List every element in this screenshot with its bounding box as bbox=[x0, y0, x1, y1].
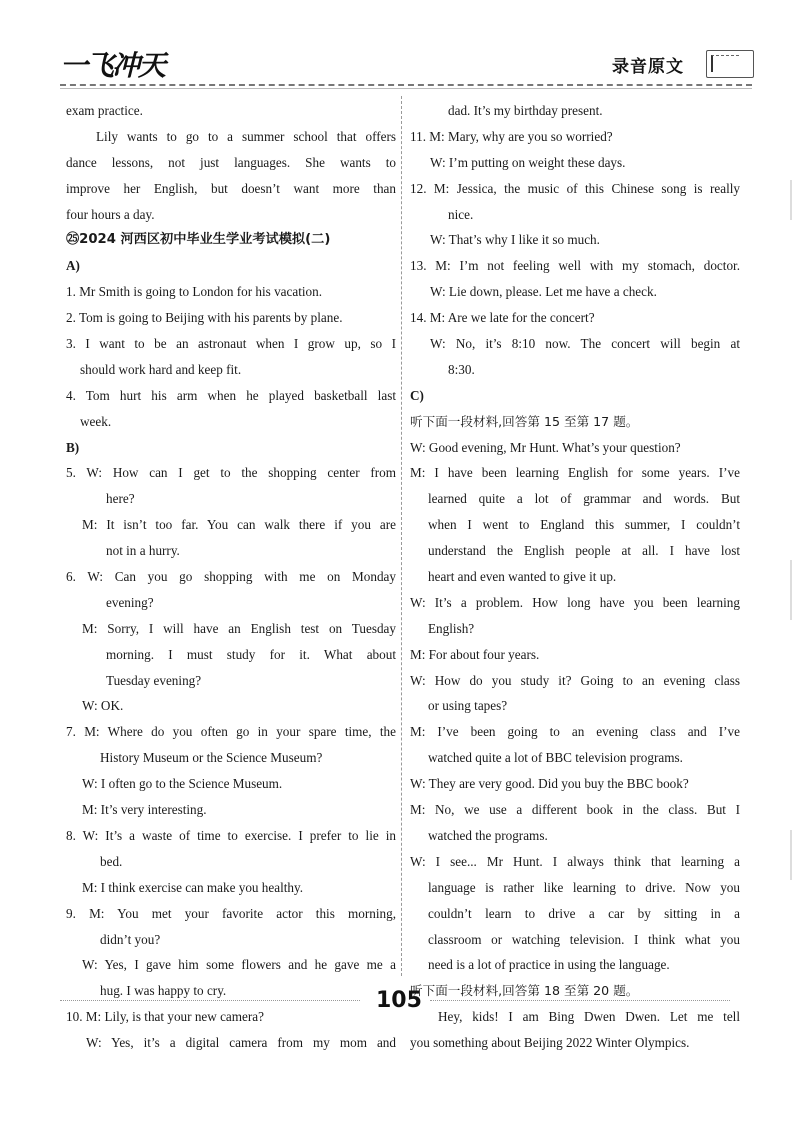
footer-rule-left bbox=[60, 1000, 360, 1001]
text-line: week. bbox=[80, 413, 112, 429]
text-line: 听下面一段材料,回答第 15 至第 17 题。 bbox=[410, 413, 639, 429]
text-line: should work hard and keep fit. bbox=[80, 361, 242, 377]
scan-artifact bbox=[790, 180, 792, 220]
text-line: W: I’m putting on weight these days. bbox=[430, 154, 626, 170]
text-line: bed. bbox=[100, 853, 123, 869]
scan-artifact bbox=[790, 560, 792, 620]
text-line: 2. Tom is going to Beijing with his parents by plane. bbox=[66, 310, 343, 326]
header-decoration bbox=[706, 50, 754, 78]
text-line: English? bbox=[428, 620, 475, 636]
text-line: M: I have been learning English for some years. I’ve bbox=[410, 465, 740, 481]
text-line: 12. M: Jessica, the music of this Chinese song is really bbox=[410, 180, 740, 196]
text-line: Hey, kids! I am Bing Dwen Dwen. Let me tell bbox=[438, 1009, 740, 1025]
text-line: W: Yes, I gave him some flowers and he gave me a bbox=[82, 957, 396, 973]
section-label: B) bbox=[66, 439, 80, 455]
text-line: 14. M: Are we late for the concert? bbox=[410, 310, 595, 326]
text-line: W: I often go to the Science Museum. bbox=[82, 776, 283, 792]
text-line: watched quite a lot of BBC television programs. bbox=[428, 750, 683, 766]
text-line: four hours a day. bbox=[66, 206, 155, 222]
text-line: couldn’t learn to drive a car by sitting in a bbox=[428, 905, 740, 921]
text-line: 11. M: Mary, why are you so worried? bbox=[410, 128, 613, 144]
text-line: didn’t you? bbox=[100, 931, 161, 947]
text-line: 6. W: Can you go shopping with me on Monday bbox=[66, 569, 396, 585]
right-column bbox=[410, 98, 740, 1056]
text-line: W: They are very good. Did you buy the BBC book? bbox=[410, 776, 689, 792]
text-line: M: It’s very interesting. bbox=[82, 802, 207, 818]
text-line: nice. bbox=[448, 206, 474, 222]
text-line: W: Yes, it’s a digital camera from my mom and bbox=[86, 1035, 396, 1051]
header-rule-thin bbox=[60, 88, 752, 89]
text-line: language is rather like learning to drive. Now you bbox=[428, 879, 740, 895]
text-line: hug. I was happy to cry. bbox=[100, 983, 227, 999]
text-line: improve her English, but doesn’t want more than bbox=[66, 180, 396, 196]
text-line: or using tapes? bbox=[428, 698, 508, 714]
text-line: 8. W: It’s a waste of time to exercise. I prefer to lie in bbox=[66, 827, 396, 843]
section-label: C) bbox=[410, 387, 424, 403]
text-line: here? bbox=[106, 491, 135, 507]
text-line: 9. M: You met your favorite actor this morning, bbox=[66, 905, 396, 921]
text-line: W: I see... Mr Hunt. I always think that learning a bbox=[410, 853, 740, 869]
text-line: not in a hurry. bbox=[106, 543, 180, 559]
text-line: evening? bbox=[106, 594, 154, 610]
brand-logo: 一飞冲天 bbox=[60, 49, 165, 82]
text-line: learned quite a lot of grammar and words. But bbox=[428, 491, 740, 507]
text-line: M: I think exercise can make you healthy. bbox=[82, 879, 304, 895]
text-line: W: It’s a problem. How long have you been learning bbox=[410, 594, 740, 610]
footer-rule-right bbox=[430, 1000, 730, 1001]
text-line: M: No, we use a different book in the class. But I bbox=[410, 802, 740, 818]
left-column bbox=[66, 98, 396, 1056]
text-line: 10. M: Lily, is that your new camera? bbox=[66, 1009, 264, 1025]
text-line: understand the English people at all. I have lost bbox=[428, 543, 740, 559]
text-line: Tuesday evening? bbox=[106, 672, 202, 688]
text-line: 3. I want to be an astronaut when I grow up, so I bbox=[66, 336, 396, 352]
text-line: exam practice. bbox=[66, 103, 143, 118]
text-line: M: Sorry, I will have an English test on Tuesday bbox=[82, 620, 396, 636]
exam-title: ㉕2024 河西区初中毕业生学业考试模拟(二) bbox=[66, 232, 331, 248]
scan-artifact bbox=[790, 830, 792, 880]
text-line: W: Good evening, Mr Hunt. What’s your question? bbox=[410, 439, 681, 455]
column-divider bbox=[401, 96, 402, 976]
text-line: M: I’ve been going to an evening class and I’ve bbox=[410, 724, 740, 740]
section-label: A) bbox=[66, 258, 80, 274]
page-number: 105 bbox=[376, 988, 422, 1013]
text-line: Lily wants to go to a summer school that offers bbox=[96, 128, 396, 144]
text-line: History Museum or the Science Museum? bbox=[100, 750, 323, 766]
text-line: 1. Mr Smith is going to London for his vacation. bbox=[66, 284, 323, 300]
text-line: morning. I must study for it. What about bbox=[106, 646, 396, 662]
text-line: 7. M: Where do you often go in your spare time, the bbox=[66, 724, 396, 740]
text-line: W: Lie down, please. Let me have a check. bbox=[430, 284, 657, 300]
section-title: 录音原文 bbox=[612, 57, 684, 77]
text-line: you something about Beijing 2022 Winter Olympics. bbox=[410, 1035, 690, 1051]
text-line: when I went to England this summer, I couldn’t bbox=[428, 517, 740, 533]
header-rule bbox=[60, 84, 752, 86]
text-line: 13. M: I’m not feeling well with my stomach, doctor. bbox=[410, 258, 740, 274]
text-line: M: It isn’t too far. You can walk there if you are bbox=[82, 517, 396, 533]
text-line: need is a lot of practice in using the language. bbox=[428, 957, 670, 973]
text-line: 5. W: How can I get to the shopping center from bbox=[66, 465, 396, 481]
text-line: M: For about four years. bbox=[410, 646, 540, 662]
text-line: 8:30. bbox=[448, 361, 475, 377]
text-line: W: OK. bbox=[82, 698, 124, 714]
text-line: heart and even wanted to give it up. bbox=[428, 569, 617, 585]
text-line: classroom or watching television. I think what you bbox=[428, 931, 740, 947]
text-line: W: How do you study it? Going to an evening class bbox=[410, 672, 740, 688]
text-line: dad. It’s my birthday present. bbox=[448, 103, 603, 118]
text-line: watched the programs. bbox=[428, 827, 548, 843]
text-line: dance lessons, not just languages. She wants to bbox=[66, 154, 396, 170]
text-line: 听下面一段材料,回答第 18 至第 20 题。 bbox=[410, 983, 639, 999]
text-line: W: No, it’s 8:10 now. The concert will begin at bbox=[430, 336, 740, 352]
text-line: 4. Tom hurt his arm when he played basketball last bbox=[66, 387, 396, 403]
text-line: W: That’s why I like it so much. bbox=[430, 232, 600, 248]
